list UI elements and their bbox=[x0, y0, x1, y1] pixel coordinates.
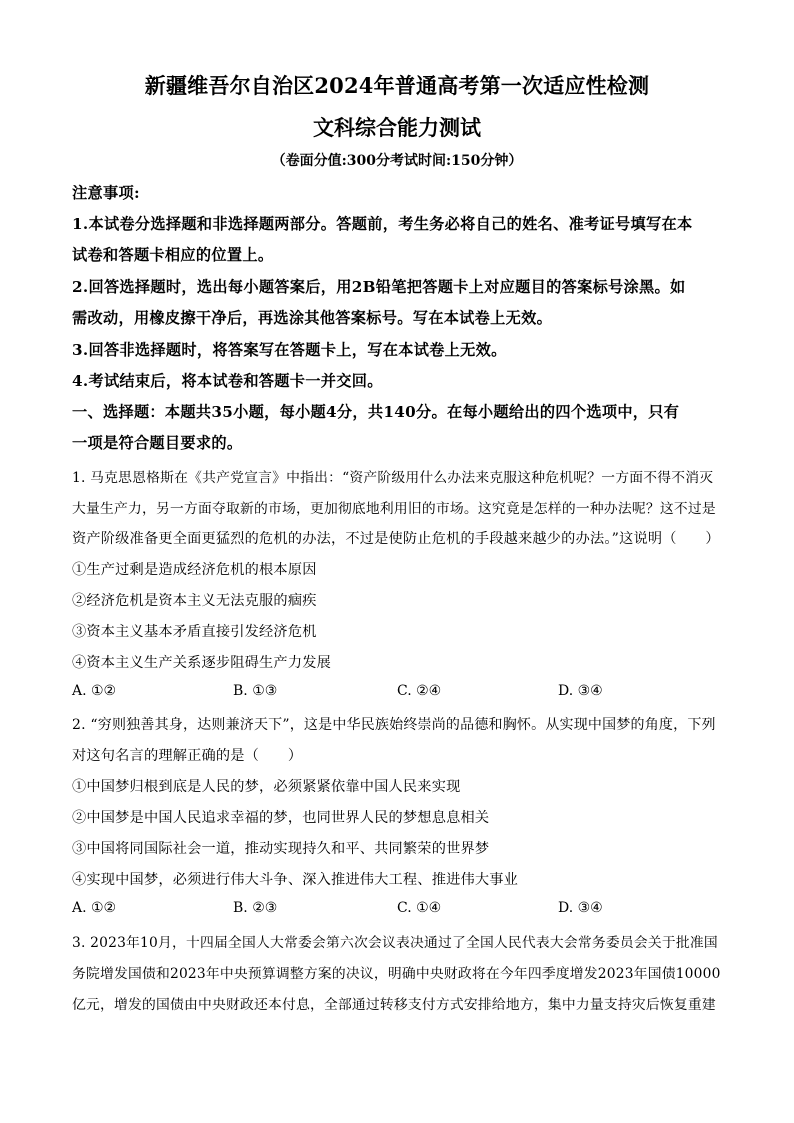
option-b: B. ①③ bbox=[233, 683, 278, 699]
notice-line: 3.回答非选择题时，将答案写在答题卡上，写在本试卷上无效。 bbox=[72, 341, 507, 359]
option-c: C. ②④ bbox=[397, 683, 442, 699]
question-2-options bbox=[72, 900, 722, 920]
option-a: A. ①② bbox=[72, 683, 117, 699]
question-3-text: 务院增发国债和2023年中央预算调整方案的决议，明确中央财政将在今年四季度增发2023年国债10000 bbox=[72, 966, 721, 982]
option-a: A. ①② bbox=[72, 900, 117, 916]
question-2-text: 2. “穷则独善其身，达则兼济天下”，这是中华民族始终崇尚的品德和胸怀。从实现中国梦的角度，下列 bbox=[72, 717, 716, 733]
section-heading-line: 一、选择题：本题共35小题，每小题4分，共140分。在每小题给出的四个选项中，只有 bbox=[72, 403, 680, 421]
question-1-statement: ②经济危机是资本主义无法克服的痼疾 bbox=[72, 593, 317, 609]
question-2-statement: ③中国将同国际社会一道，推动实现持久和平、共同繁荣的世界梦 bbox=[72, 841, 490, 857]
exam-subtitle: 文科综合能力测试 bbox=[313, 115, 481, 140]
question-1-text: 资产阶级准备更全面更猛烈的危机的办法，不过是使防止危机的手段越来越少的办法。”这说明（ ） bbox=[72, 531, 720, 547]
option-b: B. ②③ bbox=[233, 900, 278, 916]
notice-heading: 注意事项: bbox=[72, 184, 140, 202]
question-1-text: 大量生产力，另一方面夺取新的市场，更加彻底地利用旧的市场。这究竟是怎样的一种办法呢？这不过是 bbox=[72, 501, 716, 517]
question-1-text: 1. 马克思恩格斯在《共产党宣言》中指出：“资产阶级用什么办法来克服这种危机呢？一方面不得不消灭 bbox=[72, 470, 714, 486]
notice-line: 试卷和答题卡相应的位置上。 bbox=[72, 246, 274, 264]
question-3-text: 3. 2023年10月，十四届全国人大常委会第六次会议表决通过了全国人民代表大会常务委员会关于批准国 bbox=[72, 935, 718, 951]
option-d: D. ③④ bbox=[558, 683, 603, 699]
question-2-statement: ①中国梦归根到底是人民的梦，必须紧紧依靠中国人民来实现 bbox=[72, 779, 461, 795]
exam-info: （卷面分值:300分考试时间:150分钟） bbox=[271, 153, 523, 169]
option-d: D. ③④ bbox=[558, 900, 603, 916]
question-2-text: 对这句名言的理解正确的是（ ） bbox=[72, 748, 303, 764]
question-1-statement: ④资本主义生产关系逐步阻碍生产力发展 bbox=[72, 655, 331, 671]
question-3-text: 亿元，增发的国债由中央财政还本付息，全部通过转移支付方式安排给地方，集中力量支持灾后恢复重建 bbox=[72, 997, 716, 1013]
notice-line: 1.本试卷分选择题和非选择题两部分。答题前，考生务必将自己的姓名、准考证号填写在本 bbox=[72, 215, 693, 233]
exam-title: 新疆维吾尔自治区2024年普通高考第一次适应性检测 bbox=[144, 73, 650, 98]
option-c: C. ①④ bbox=[397, 900, 442, 916]
notice-line: 2.回答选择题时，选出每小题答案后，用2B铅笔把答题卡上对应题目的答案标号涂黑。如 bbox=[72, 278, 686, 296]
notice-line: 4.考试结束后，将本试卷和答题卡一并交回。 bbox=[72, 372, 383, 390]
section-heading-line: 一项是符合题目要求的。 bbox=[72, 434, 243, 452]
question-1-options bbox=[72, 683, 722, 703]
question-2-statement: ②中国梦是中国人民追求幸福的梦，也同世界人民的梦想息息相关 bbox=[72, 810, 490, 826]
question-1-statement: ③资本主义基本矛盾直接引发经济危机 bbox=[72, 624, 317, 640]
notice-line: 需改动，用橡皮擦干净后，再选涂其他答案标号。写在本试卷上无效。 bbox=[72, 309, 553, 327]
question-1-statement: ①生产过剩是造成经济危机的根本原因 bbox=[72, 562, 317, 578]
question-2-statement: ④实现中国梦，必须进行伟大斗争、深入推进伟大工程、推进伟大事业 bbox=[72, 872, 519, 888]
